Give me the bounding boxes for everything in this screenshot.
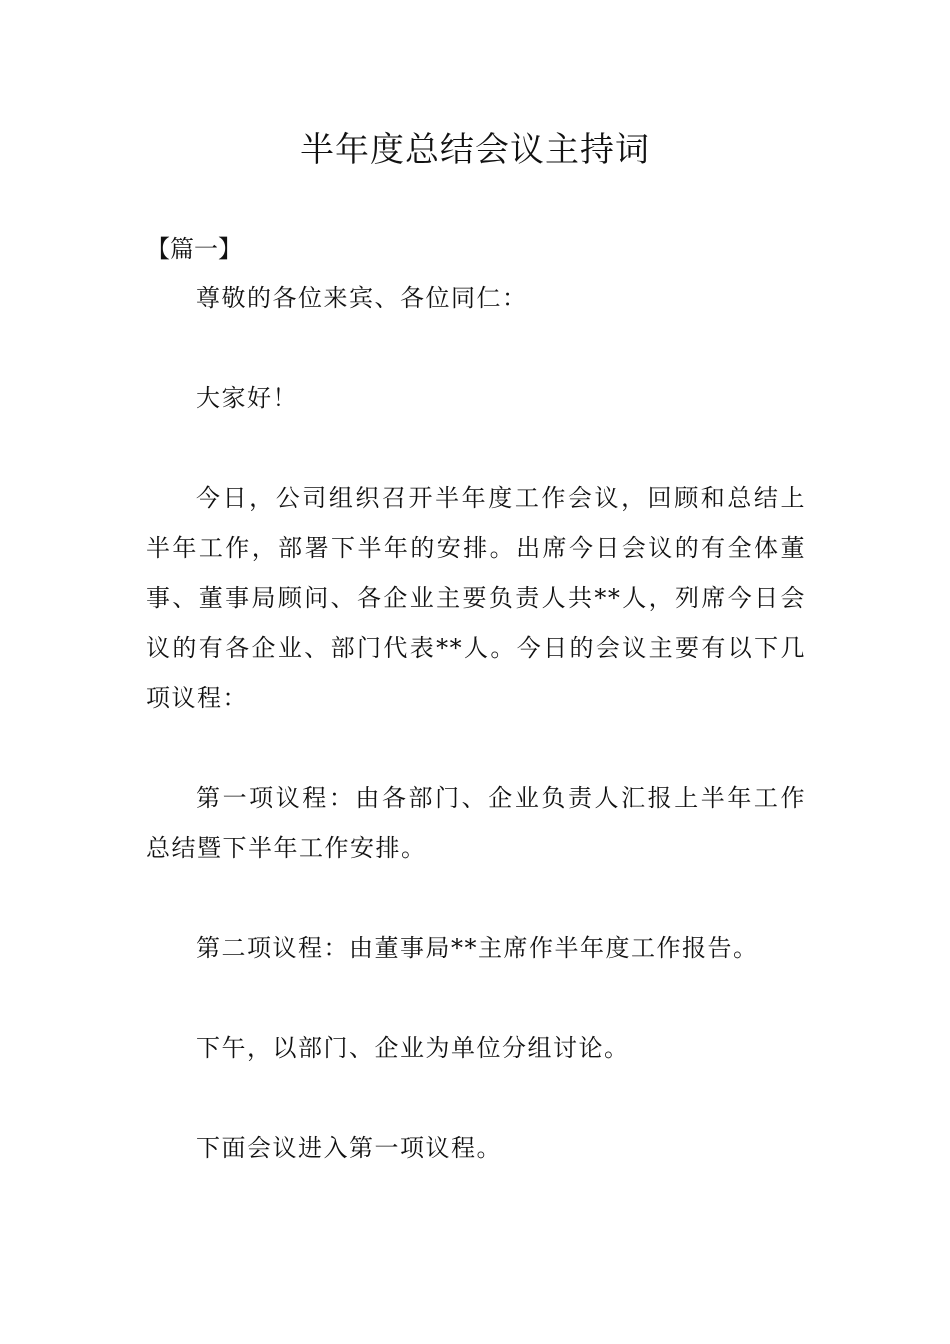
paragraph-agenda-item-2: 第二项议程：由董事局**主席作半年度工作报告。 (196, 934, 759, 962)
paragraph-greeting: 大家好！ (196, 384, 298, 412)
paragraph-intro: 今日，公司组织召开半年度工作会议，回顾和总结上半年工作，部署下半年的安排。出席今日会议的有全体董事、董事局顾问、各企业主要负责人共**人，列席今日会议的有各企业、部门代表**人。今日的会议主要有以下几项议程： (146, 484, 806, 712)
paragraph-agenda-item-1: 第一项议程：由各部门、企业负责人汇报上半年工作总结暨下半年工作安排。 (146, 784, 806, 862)
document-title: 半年度总结会议主持词 (300, 130, 650, 170)
paragraph-afternoon: 下午，以部门、企业为单位分组讨论。 (196, 1034, 630, 1062)
paragraph-closing: 下面会议进入第一项议程。 (196, 1134, 502, 1162)
paragraph-greeting-salutation: 尊敬的各位来宾、各位同仁： (196, 284, 528, 312)
section-label: 【篇一】 (146, 235, 242, 263)
